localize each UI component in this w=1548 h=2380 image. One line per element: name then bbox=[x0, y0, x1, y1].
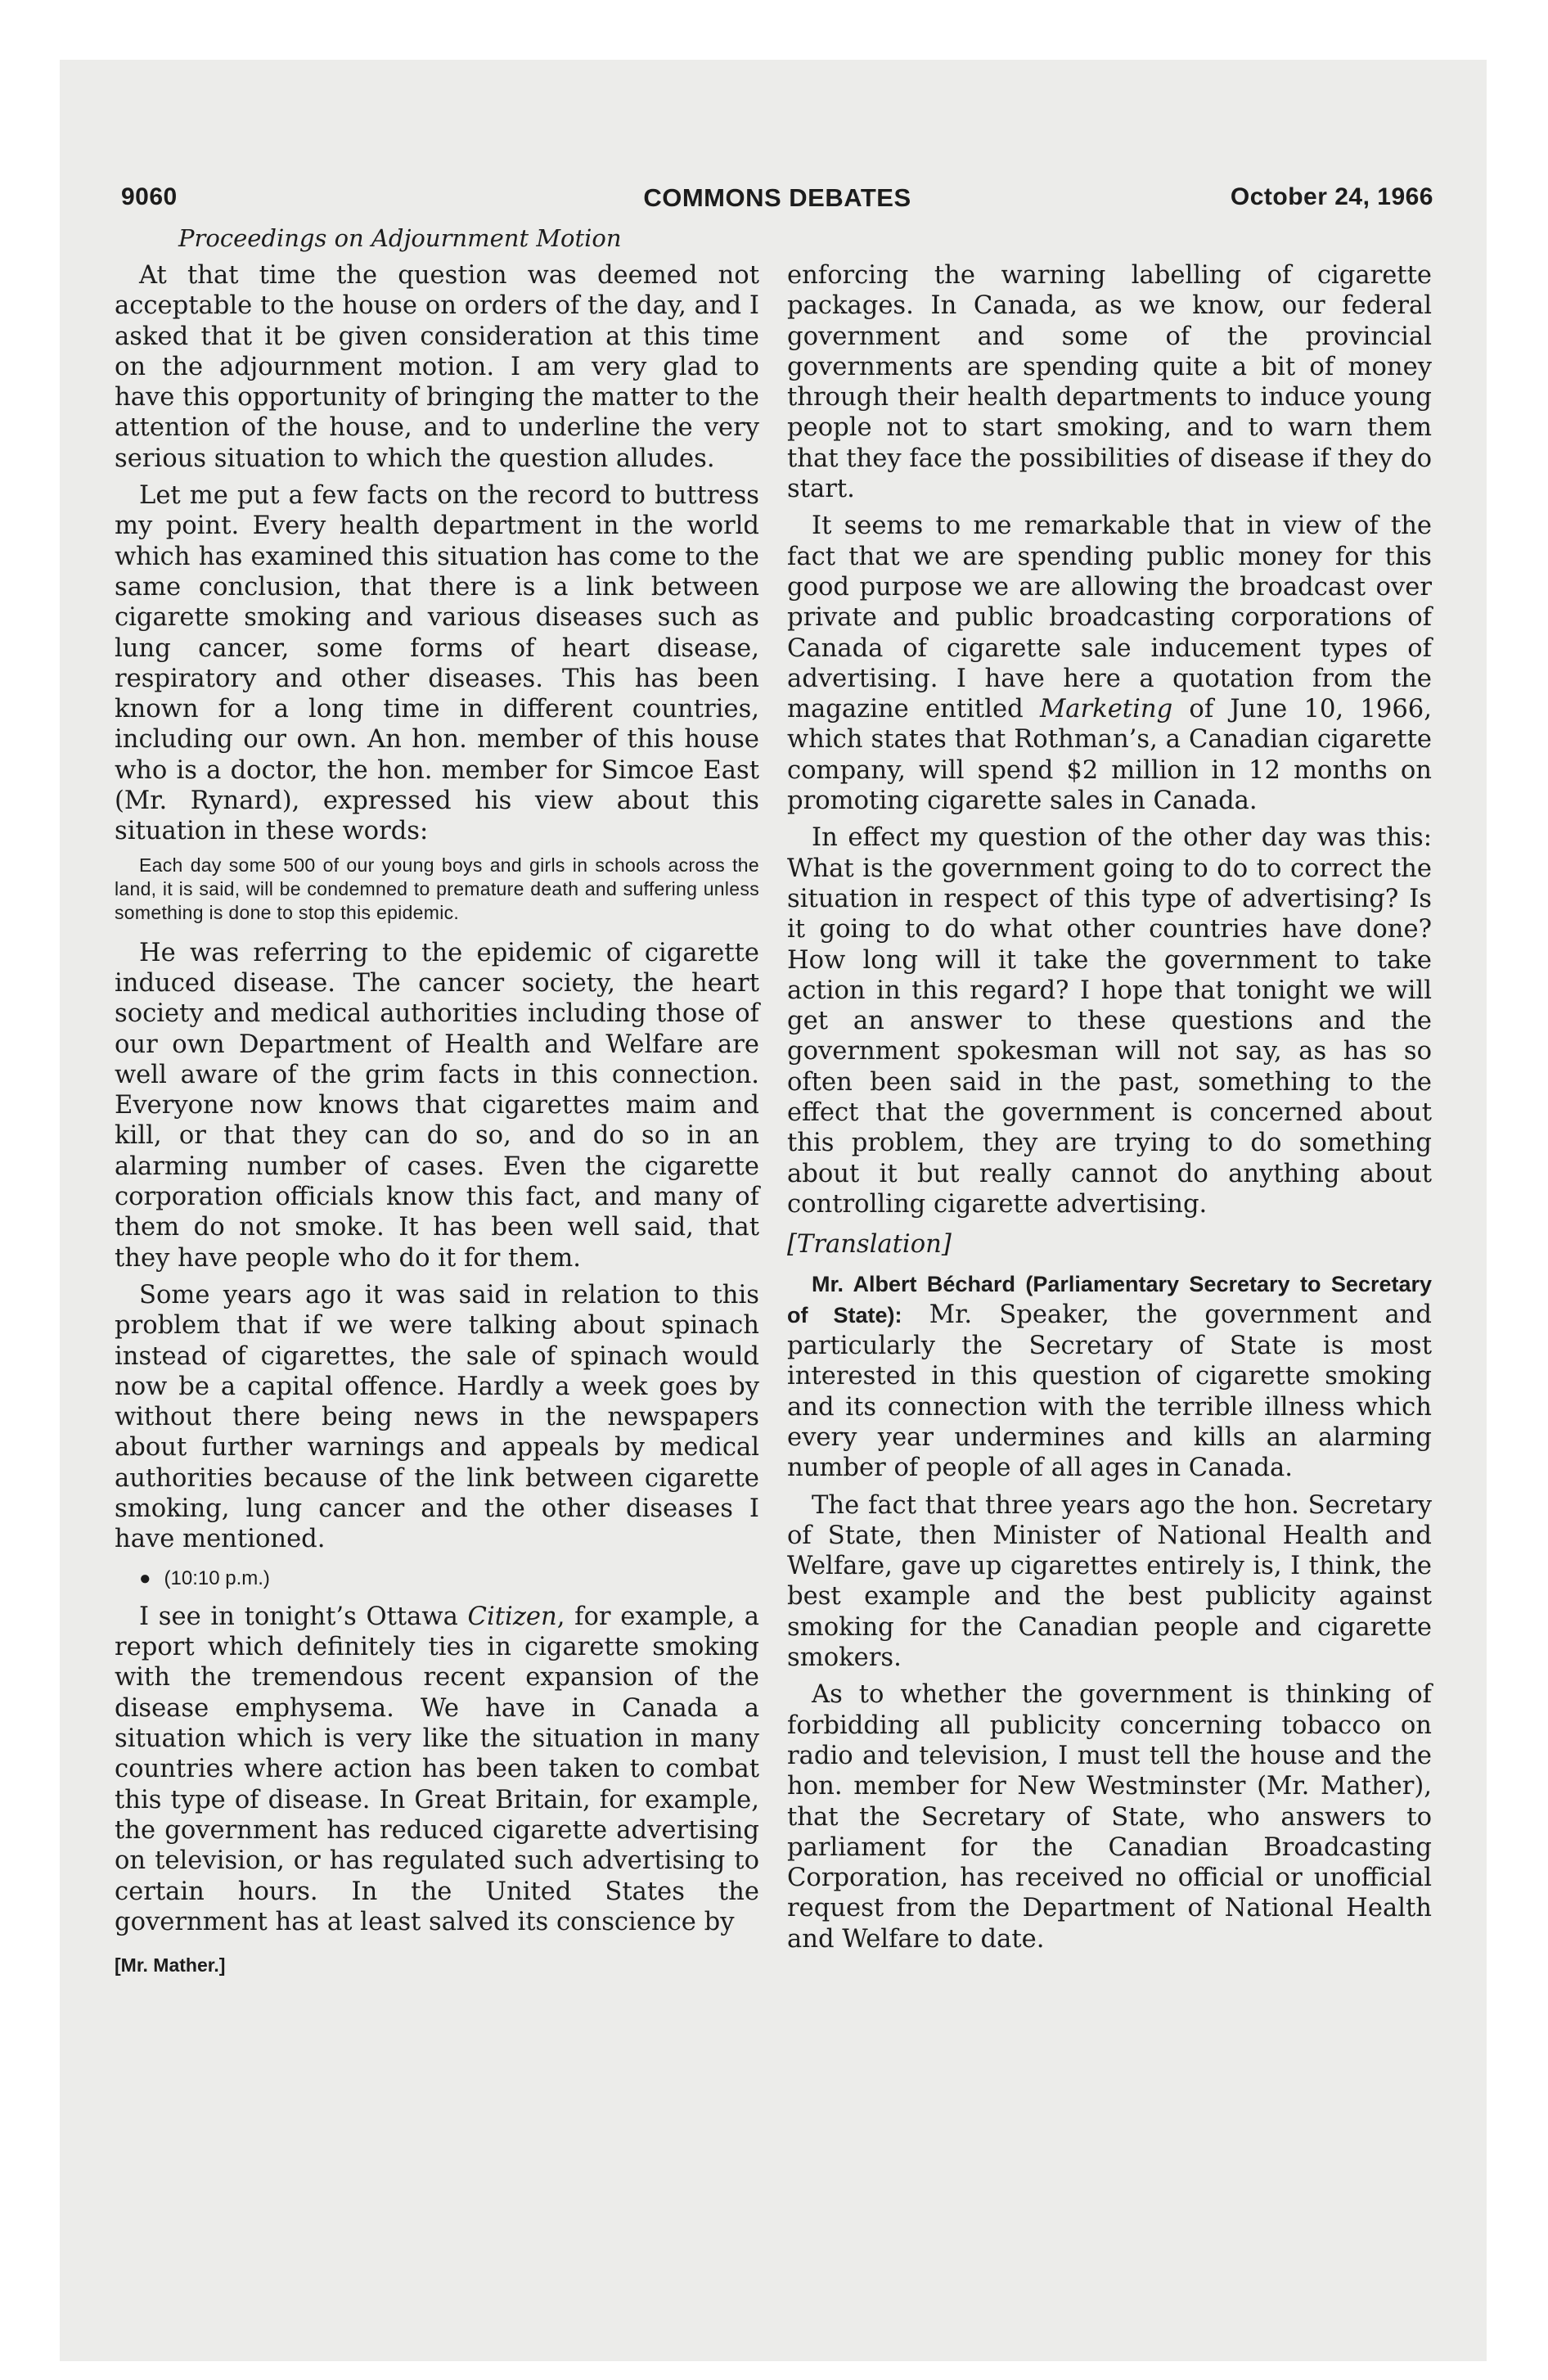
bullet-icon: ● bbox=[139, 1566, 151, 1589]
paragraph bbox=[787, 511, 1432, 816]
paragraph: At that time the question was deemed not acceptable to the house on orders of the day, and I asked that it be given consideration at this time on the adjournment motion. I am very glad to have this opportunity of bringing the matter to the attention of the house, and to underline the very serious situation to which the question alludes. bbox=[115, 261, 759, 473]
paragraph: Let me put a few facts on the record to buttress my point. Every health department in the world which has examined this situation has come to the same conclusion, that there is a link between cigarette smoking and various diseases such as lung cancer, some forms of heart disease, respiratory and other diseases. This has been known for a long time in different countries, including our own. An hon. member of this house who is a doctor, the hon. member for Simcoe East (Mr. Rynard), expressed his view about this situation in these words: bbox=[115, 481, 759, 846]
paragraph-text: I see in tonight’s Ottawa bbox=[139, 1602, 468, 1631]
paragraph-text: Mr. Speaker, the government and particularly the Secretary of State is most interested in this question of cigarette smoking and its connection with the terrible illness which every year undermines and kills an alarming number of people of all ages in Canada. bbox=[787, 1300, 1433, 1483]
paragraph: The fact that three years ago the hon. Secretary of State, then Minister of National Health and Welfare, gave up cigarettes entirely is, I think, the best example and the best publicity against smoking for the Canadian people and cigarette smokers. bbox=[787, 1490, 1432, 1673]
paragraph: enforcing the warning labelling of cigarette packages. In Canada, as we know, our federal government and some of the provincial governments are spending quite a bit of money through their health departments to induce young people not to start smoking, and to warn them that they face the possibilities of disease if they do start. bbox=[787, 261, 1432, 504]
newspaper-name: Citizen bbox=[467, 1602, 557, 1631]
section-title: Proceedings on Adjournment Motion bbox=[178, 224, 622, 252]
publication-title: COMMONS DEBATES bbox=[643, 183, 911, 212]
page-number: 9060 bbox=[121, 183, 178, 210]
magazine-name: Marketing bbox=[1039, 695, 1173, 724]
paragraph: As to whether the government is thinking of forbidding all publicity concerning tobacco on radio and television, I must tell the house and the hon. member for New Westminster (Mr. Mather), that the Secretary of State, who answers to parliament for the Canadian Broadcasting Corporation, has received no official or unofficial request from the Department of National Health and Welfare to date. bbox=[787, 1680, 1432, 1954]
paragraph-text: It seems to me remarkable that in view of the fact that we are spending public money for this good purpose we are allowing the broadcast over private and public broadcasting corporations of Canada of cigarette sale inducement types of advertising. I have here a quotation from the magazine entitled bbox=[787, 512, 1432, 724]
paragraph-text: of June 10, 1966, which states that Rothman’s, a Canadian cigarette company, will spend $2 million in 12 months on promoting cigarette sales in Canada. bbox=[787, 695, 1432, 816]
translation-tag: [Translation] bbox=[787, 1230, 952, 1260]
time-marker bbox=[139, 1563, 759, 1593]
left-column bbox=[115, 260, 759, 1981]
byline: [Mr. Mather.] bbox=[115, 1954, 226, 1977]
paragraph: He was referring to the epidemic of cigarette induced disease. The cancer society, the heart society and medical authorities including those of our own Department of Health and Welfare are well aware of the grim facts in this connection. Everyone now knows that cigarettes maim and kill, or that they can do so, and do so in an alarming number of cases. Even the cigarette corporation officials know this fact, and many of them do not smoke. It has been well said, that they have people who do it for them. bbox=[115, 938, 759, 1273]
paragraph bbox=[787, 1269, 1432, 1484]
running-head bbox=[121, 183, 1433, 219]
block-quote: Each day some 500 of our young boys and girls in schools across the land, it is said, will be condemned to premature death and suffering unless something is done to stop this epidemic. bbox=[115, 854, 759, 923]
speaker-name: Mr. Albert Béchard (Parliamentary Secretary to Secretary of State): bbox=[787, 1271, 1432, 1327]
time-marker-text: (10:10 p.m.) bbox=[164, 1566, 270, 1589]
publication-date: October 24, 1966 bbox=[1230, 183, 1433, 210]
paragraph: Some years ago it was said in relation to this problem that if we were talking about spinach instead of cigarettes, the sale of spinach would now be a capital offence. Hardly a week goes by without there being news in the newspapers about further warnings and appeals by medical authorities because of the link between cigarette smoking, lung cancer and the other diseases I have mentioned. bbox=[115, 1280, 759, 1554]
paragraph: In effect my question of the other day was this: What is the government going to do to correct the situation in respect of this type of advertising? Is it going to do what other countries have done? How long will it take the government to take action in this regard? I hope that tonight we will get an answer to these questions and the government spokesman will not say, as has so often been said in the past, something to the effect that the government is concerned about this problem, they are trying to do something about it but really cannot do anything about controlling cigarette advertising. bbox=[787, 823, 1432, 1219]
right-column bbox=[787, 260, 1432, 1961]
paragraph-text: , for example, a report which definitely ties in cigarette smoking with the tremendous recent expansion of the disease emphysema. We have in Canada a situation which is very like the situation in many countries where action has been taken to combat this type of disease. In Great Britain, for example, the government has reduced cigarette advertising on television, or has regulated such advertising to certain hours. In the United States the government has at least salved its conscience by bbox=[115, 1602, 759, 1936]
paragraph bbox=[115, 1602, 759, 1937]
